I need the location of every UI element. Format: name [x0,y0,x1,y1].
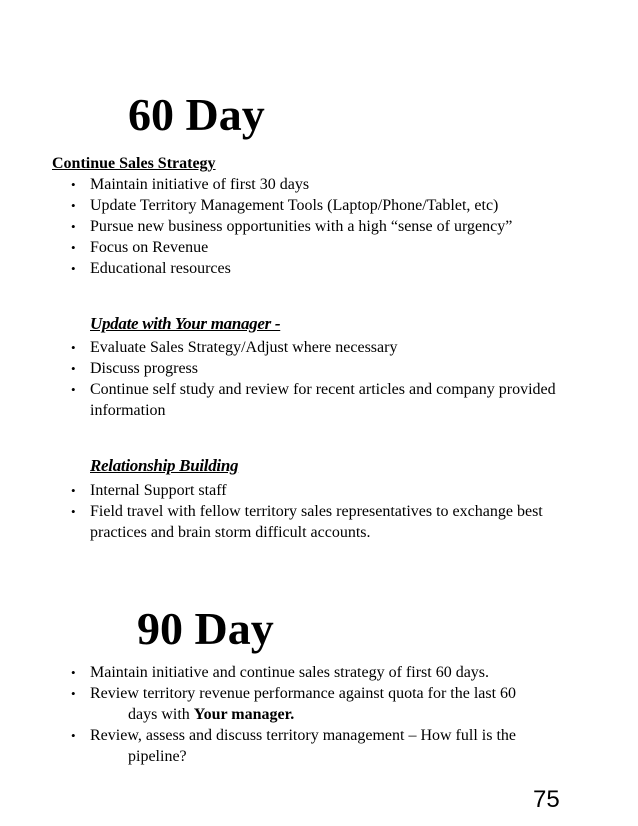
list-item: • Update Territory Management Tools (Laptop/Phone/Tablet, etc) [71,197,499,214]
list-60-day-strategy [63,174,623,279]
list-item: • Discuss progress [71,360,198,377]
list-item: • Evaluate Sales Strategy/Adjust where necessary [71,339,398,356]
heading-60-day: 60 Day [128,89,265,140]
page-number: 75 [533,786,560,813]
bullet-icon: • [71,382,76,397]
subheading-relationship-building: Relationship Building [90,456,239,475]
list-item: • Continue self study and review for recent articles and company provided information [71,381,556,419]
subheading-update-with-manager: Update with Your manager - [90,314,281,333]
list-90-day [63,662,633,767]
heading-90-day: 90 Day [137,603,274,654]
list-item: • Field travel with fellow territory sales representatives to exchange best practices and brain storm difficult accounts. [71,503,543,541]
list-item: • Maintain initiative and continue sales strategy of first 60 days. [71,664,490,681]
bullet-icon: • [71,240,76,255]
list-item: • Maintain initiative of first 30 days [71,176,310,193]
bullet-icon: • [71,483,76,498]
list-item: • Educational resources [71,260,231,277]
bullet-icon: • [71,219,76,234]
bullet-icon: • [71,361,76,376]
list-item: • Focus on Revenue [71,239,209,256]
list-item: • Review, assess and discuss territory management – How full is the pipeline? [71,727,516,765]
bullet-icon: • [71,177,76,192]
list-item: • Pursue new business opportunities with a high “sense of urgency” [71,218,513,235]
bullet-icon: • [71,261,76,276]
section-heading-continue-sales-strategy: Continue Sales Strategy [52,155,216,172]
bullet-icon: • [71,686,76,701]
bullet-icon: • [71,728,76,743]
list-relationship-building [63,480,593,543]
bullet-icon: • [71,198,76,213]
list-manager-update [63,337,573,421]
list-item: • Internal Support staff [71,482,227,499]
bullet-icon: • [71,340,76,355]
list-item: • Review territory revenue performance against quota for the last 60 days with Your manager. [71,685,517,723]
your-manager-bold: Your manager. [193,706,295,723]
bullet-icon: • [71,665,76,680]
bullet-icon: • [71,504,76,519]
